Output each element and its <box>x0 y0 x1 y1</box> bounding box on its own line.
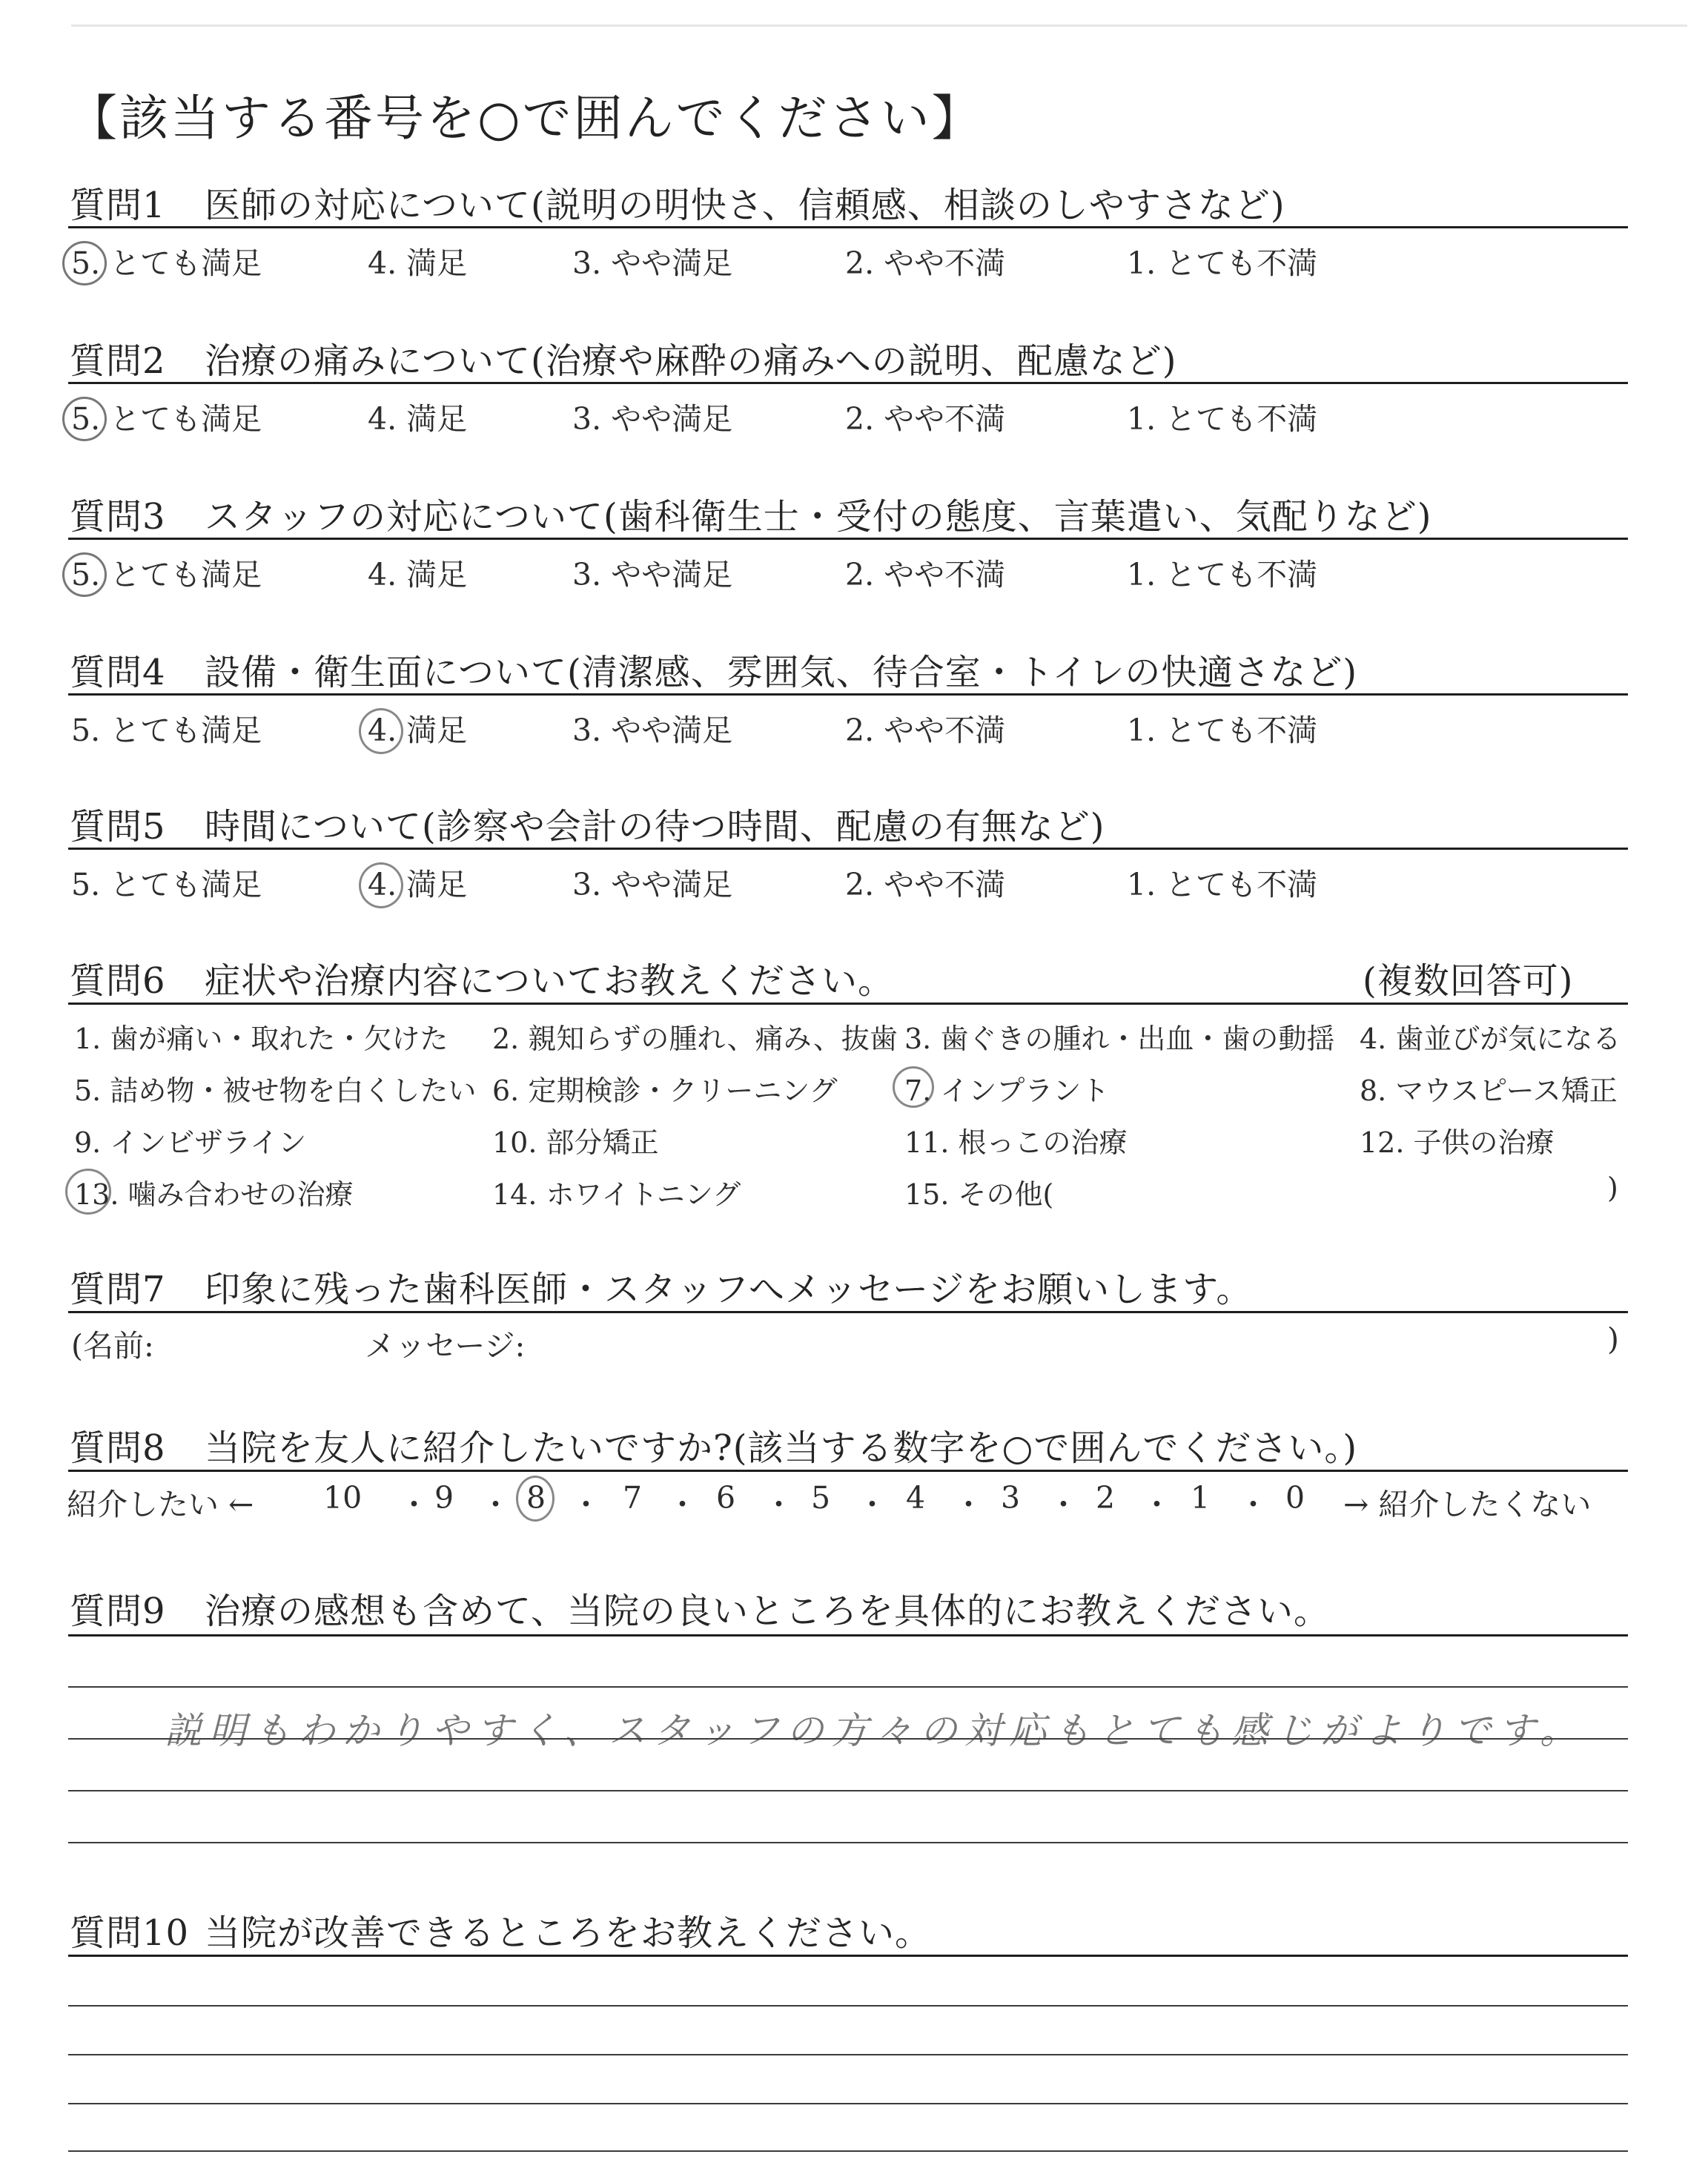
q7-close-paren: ) <box>1607 1321 1619 1357</box>
q10-answer-line-1[interactable] <box>68 2005 1628 2007</box>
q8-title: 当院を友人に紹介したいですか?(該当する数字を○で囲んでください。) <box>205 1427 1358 1469</box>
q10-answer-line-3[interactable] <box>68 2103 1628 2104</box>
q1-option-4[interactable]: 4. 満足 <box>368 245 468 281</box>
q8-separator: ・ <box>1142 1487 1172 1522</box>
q8-scale-3[interactable]: 3 <box>1001 1480 1021 1516</box>
q6-multiple-note: (複数回答可) <box>1363 960 1574 1002</box>
q3-rule <box>68 538 1628 540</box>
q4-option-3[interactable]: 3. やや満足 <box>572 713 733 748</box>
q5-title: 時間について(診察や会計の待つ時間、配慮の有無など) <box>205 806 1105 848</box>
q2-title: 治療の痛みについて(治療や麻酔の痛みへの説明、配慮など) <box>205 340 1177 382</box>
q7-message-label: メッセージ: <box>365 1328 526 1364</box>
q6-option-14[interactable]: 14. ホワイトニング <box>492 1178 741 1211</box>
q10-answer-line-4[interactable] <box>68 2150 1628 2152</box>
q7-title: 印象に残った歯科医師・スタッフへメッセージをお願いします。 <box>205 1269 1253 1310</box>
q4-rule <box>68 693 1628 696</box>
q8-scale-2[interactable]: 2 <box>1096 1480 1116 1516</box>
q6-option-1[interactable]: 1. 歯が痛い・取れた・欠けた <box>74 1023 448 1055</box>
q6-option-15[interactable]: 15. その他( <box>904 1178 1054 1211</box>
q5-option-5[interactable]: 5. とても満足 <box>71 867 262 902</box>
q7-label: 質問7 <box>70 1269 166 1310</box>
q6-option-8[interactable]: 8. マウスピース矯正 <box>1360 1074 1618 1107</box>
q6-title: 症状や治療内容についてお教えください。 <box>205 960 895 1002</box>
q8-separator: ・ <box>764 1487 794 1522</box>
top-border <box>71 24 1687 27</box>
q8-separator: ・ <box>857 1487 887 1522</box>
q1-label: 質問1 <box>70 185 166 226</box>
instruction-heading: 【該当する番号を○で囲んでください】 <box>68 90 983 147</box>
q1-option-2[interactable]: 2. やや不満 <box>845 245 1006 281</box>
q1-title: 医師の対応について(説明の明快さ、信頼感、相談のしやすさなど) <box>205 185 1285 226</box>
q2-option-3[interactable]: 3. やや満足 <box>572 401 733 437</box>
q3-option-5[interactable]: 5. とても満足 <box>71 557 262 592</box>
q2-option-4[interactable]: 4. 満足 <box>368 401 468 437</box>
q6-option-12[interactable]: 12. 子供の治療 <box>1360 1126 1555 1159</box>
q4-option-5[interactable]: 5. とても満足 <box>71 713 262 748</box>
q8-scale-0[interactable]: 0 <box>1285 1480 1305 1516</box>
q8-scale-10[interactable]: 10 <box>323 1480 363 1516</box>
q8-scale-5[interactable]: 5 <box>811 1480 831 1516</box>
q4-title: 設備・衛生面について(清潔感、雰囲気、待合室・トイレの快適さなど) <box>205 652 1358 693</box>
q10-answer-line-2[interactable] <box>68 2054 1628 2055</box>
q8-scale-8[interactable]: 8 <box>526 1480 546 1516</box>
q1-option-3[interactable]: 3. やや満足 <box>572 245 733 281</box>
q9-answer-line-1 <box>68 1686 1628 1688</box>
q7-rule <box>68 1311 1628 1313</box>
q4-option-4[interactable]: 4. 満足 <box>368 713 468 748</box>
q8-right-label: → 紹介したくない <box>1343 1487 1592 1522</box>
q10-label: 質問10 <box>70 1912 190 1954</box>
q4-option-2[interactable]: 2. やや不満 <box>845 713 1006 748</box>
q5-option-4[interactable]: 4. 満足 <box>368 867 468 902</box>
q2-rule <box>68 382 1628 384</box>
q9-label: 質問9 <box>70 1591 166 1632</box>
q2-option-5[interactable]: 5. とても満足 <box>71 401 262 437</box>
q6-option-5[interactable]: 5. 詰め物・被せ物を白くしたい <box>74 1074 477 1107</box>
q8-separator: ・ <box>571 1487 601 1522</box>
q9-answer-line-4 <box>68 1842 1628 1843</box>
q1-rule <box>68 226 1628 228</box>
q10-rule <box>68 1955 1628 1957</box>
q8-separator: ・ <box>1238 1487 1268 1522</box>
q8-scale-6[interactable]: 6 <box>716 1480 736 1516</box>
q8-scale-1[interactable]: 1 <box>1191 1480 1211 1516</box>
q6-option-7[interactable]: 7. インプラント <box>904 1074 1110 1107</box>
q6-option-11[interactable]: 11. 根っこの治療 <box>904 1126 1128 1159</box>
q2-option-1[interactable]: 1. とても不満 <box>1127 401 1318 437</box>
q8-left-label: 紹介したい ← <box>67 1487 254 1522</box>
q6-option-10[interactable]: 10. 部分矯正 <box>492 1126 659 1159</box>
q6-option-6[interactable]: 6. 定期検診・クリーニング <box>492 1074 838 1107</box>
q6-option-9[interactable]: 9. インビザライン <box>74 1126 307 1159</box>
q3-title: スタッフの対応について(歯科衛生士・受付の態度、言葉遣い、気配りなど) <box>205 496 1432 538</box>
q10-title: 当院が改善できるところをお教えください。 <box>205 1912 932 1954</box>
q8-separator: ・ <box>480 1487 511 1522</box>
q9-answer-line-2 <box>68 1738 1628 1740</box>
q8-scale-9[interactable]: 9 <box>434 1480 454 1516</box>
q3-option-3[interactable]: 3. やや満足 <box>572 557 733 592</box>
q6-rule <box>68 1003 1628 1005</box>
q8-separator: ・ <box>1048 1487 1079 1522</box>
q6-label: 質問6 <box>70 960 166 1002</box>
q5-option-3[interactable]: 3. やや満足 <box>572 867 733 902</box>
q9-rule <box>68 1634 1628 1636</box>
q3-option-1[interactable]: 1. とても不満 <box>1127 557 1318 592</box>
q5-option-2[interactable]: 2. やや不満 <box>845 867 1006 902</box>
q8-separator: ・ <box>667 1487 698 1522</box>
q4-label: 質問4 <box>70 652 166 693</box>
q2-label: 質問2 <box>70 340 166 382</box>
q6-option-3[interactable]: 3. 歯ぐきの腫れ・出血・歯の動揺 <box>904 1023 1335 1055</box>
q3-label: 質問3 <box>70 496 166 538</box>
q6-other-close-paren: ) <box>1607 1172 1618 1204</box>
q6-option-4[interactable]: 4. 歯並びが気になる <box>1360 1023 1621 1055</box>
q1-option-5[interactable]: 5. とても満足 <box>71 245 262 281</box>
q8-rule <box>68 1470 1628 1472</box>
q8-scale-7[interactable]: 7 <box>623 1480 643 1516</box>
q1-option-1[interactable]: 1. とても不満 <box>1127 245 1318 281</box>
q7-name-label: (名前: <box>71 1328 154 1364</box>
q5-option-1[interactable]: 1. とても不満 <box>1127 867 1318 902</box>
q8-label: 質問8 <box>70 1427 166 1469</box>
q9-answer-line-3 <box>68 1790 1628 1791</box>
q8-separator: ・ <box>953 1487 984 1522</box>
q9-title: 治療の感想も含めて、当院の良いところを具体的にお教えください。 <box>205 1591 1331 1632</box>
q9-handwritten-answer[interactable]: 説明もわかりやすく、スタッフの方々の対応もとても感じがよりです。 <box>165 1709 1584 1752</box>
q3-option-2[interactable]: 2. やや不満 <box>845 557 1006 592</box>
q8-scale-4[interactable]: 4 <box>906 1480 926 1516</box>
q8-separator: ・ <box>399 1487 429 1522</box>
q2-option-2[interactable]: 2. やや不満 <box>845 401 1006 437</box>
q3-option-4[interactable]: 4. 満足 <box>368 557 468 592</box>
q5-rule <box>68 848 1628 850</box>
q6-option-13[interactable]: 13. 噛み合わせの治療 <box>74 1178 354 1211</box>
q6-option-2[interactable]: 2. 親知らずの腫れ、痛み、抜歯 <box>492 1023 898 1055</box>
q5-label: 質問5 <box>70 806 166 848</box>
q4-option-1[interactable]: 1. とても不満 <box>1127 713 1318 748</box>
